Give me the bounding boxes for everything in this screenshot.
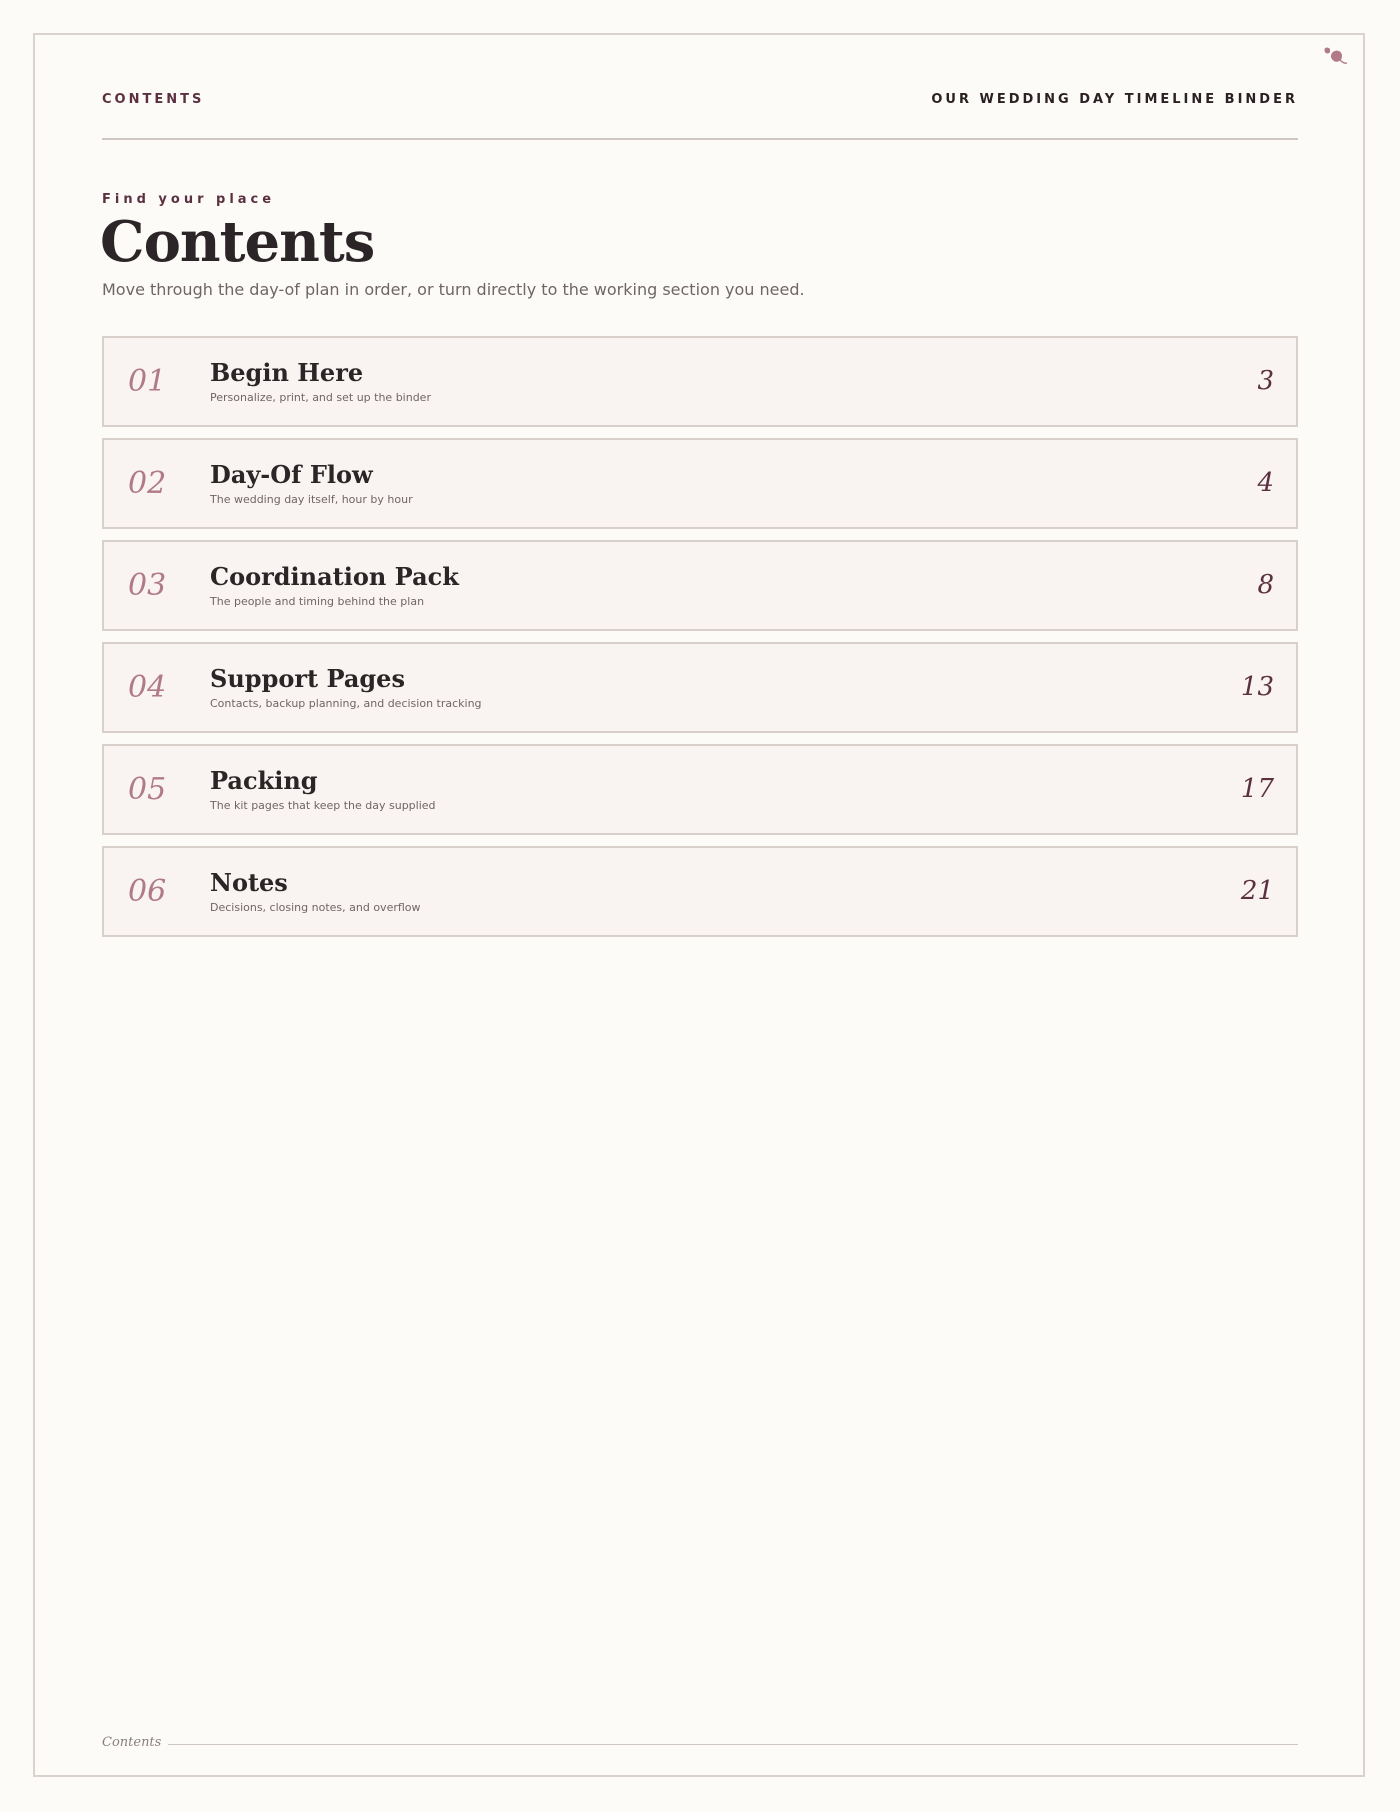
toc-entry-page-number: 4 <box>1257 468 1274 498</box>
toc-entry[interactable] <box>102 642 1298 733</box>
page-title: Contents <box>100 209 375 275</box>
toc-entry-number: 04 <box>128 670 167 705</box>
toc-entry[interactable] <box>102 336 1298 427</box>
header-section-label: CONTENTS <box>102 92 205 107</box>
toc-entry-title: Coordination Pack <box>210 562 459 591</box>
toc-entry[interactable] <box>102 846 1298 937</box>
page-subtitle: Move through the day-of plan in order, or turn directly to the working section you need. <box>102 280 805 299</box>
toc-entry-page-number: 17 <box>1240 774 1274 804</box>
toc-entry-page-number: 13 <box>1240 672 1274 702</box>
toc-entry-title: Notes <box>210 868 288 897</box>
floral-ornament-icon <box>1322 45 1348 67</box>
toc-list <box>102 336 1298 948</box>
toc-entry-title: Support Pages <box>210 664 405 693</box>
footer-rule <box>168 1744 1298 1745</box>
toc-entry-description: Decisions, closing notes, and overflow <box>210 901 421 914</box>
toc-entry-title: Packing <box>210 766 318 795</box>
toc-entry-description: The people and timing behind the plan <box>210 595 425 608</box>
toc-entry-description: Contacts, backup planning, and decision tracking <box>210 697 482 710</box>
toc-entry-number: 03 <box>128 568 167 603</box>
eyebrow-text: Find your place <box>102 192 276 207</box>
toc-entry-description: The kit pages that keep the day supplied <box>210 799 436 812</box>
toc-entry[interactable] <box>102 540 1298 631</box>
toc-entry-number: 05 <box>128 772 167 807</box>
toc-entry-description: Personalize, print, and set up the binder <box>210 391 431 404</box>
toc-entry-number: 01 <box>128 364 167 399</box>
header-binder-title: OUR WEDDING DAY TIMELINE BINDER <box>931 92 1298 107</box>
toc-entry-number: 06 <box>128 874 167 909</box>
toc-entry-title: Begin Here <box>210 358 364 387</box>
toc-entry[interactable] <box>102 744 1298 835</box>
toc-entry-page-number: 8 <box>1257 570 1274 600</box>
toc-entry[interactable] <box>102 438 1298 529</box>
page-header <box>102 92 1298 140</box>
page-footer <box>102 1735 1298 1755</box>
toc-entry-page-number: 21 <box>1240 876 1274 906</box>
toc-entry-description: The wedding day itself, hour by hour <box>210 493 413 506</box>
toc-entry-page-number: 3 <box>1257 366 1274 396</box>
toc-entry-number: 02 <box>128 466 167 501</box>
footer-label: Contents <box>102 1735 162 1750</box>
toc-entry-title: Day-Of Flow <box>210 460 373 489</box>
